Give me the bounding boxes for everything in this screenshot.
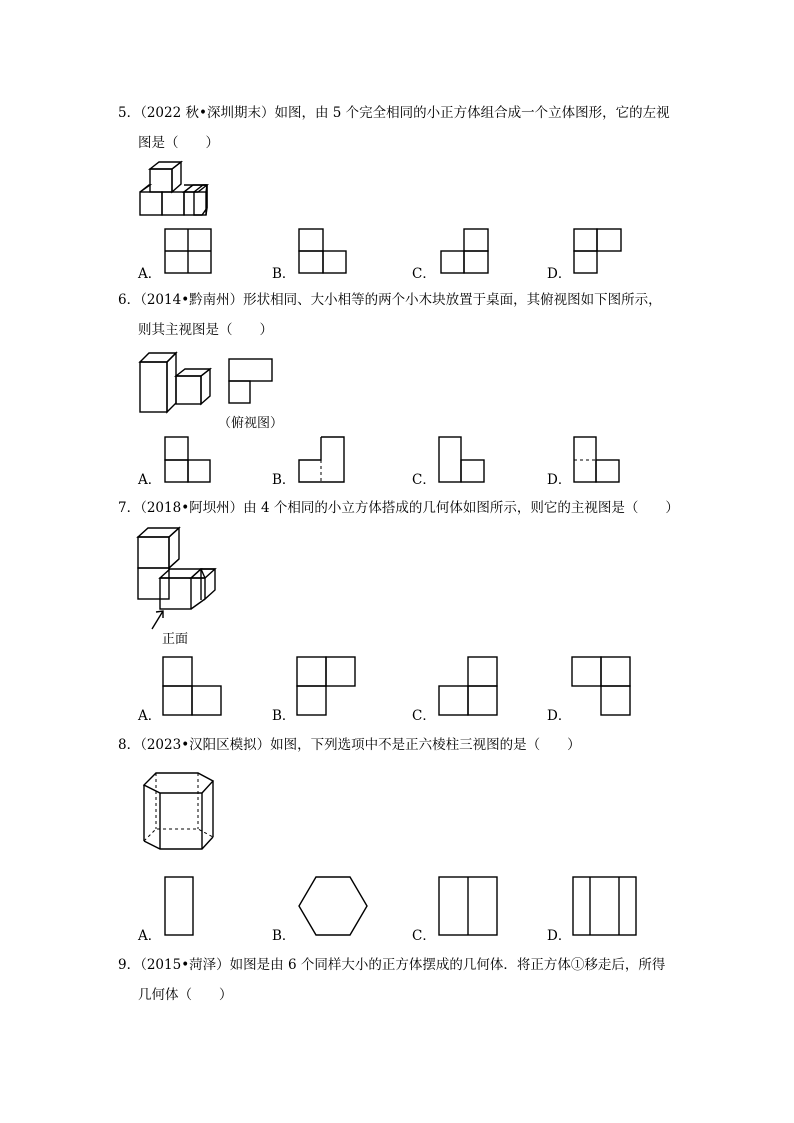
question-6-option-a-label: A． — [138, 472, 162, 488]
question-8-stem-line1: 8．（2023•汉阳区模拟）如图，下列选项中不是正六棱柱三视图的是（ ） — [118, 737, 581, 753]
question-6-option-d-figure — [573, 436, 623, 484]
question-5-option-c-figure — [440, 228, 490, 274]
question-7-option-a-label: A． — [138, 708, 162, 724]
question-5-stem-line1: 5．（2022 秋•深圳期末）如图，由 5 个完全相同的小正方体组合成一个立体图形，它的左视 — [118, 105, 670, 121]
question-7 — [118, 493, 688, 523]
question-6-option-a-figure — [164, 436, 212, 484]
question-7-option-d-figure — [571, 656, 633, 718]
question-8-option-b-figure — [298, 876, 370, 938]
question-6-option-c-label: C． — [412, 472, 436, 488]
question-9-stem-line1: 9．（2015•菏泽）如图是由 6 个同样大小的正方体摆成的几何体．将正方体①移走后，所得 — [118, 957, 666, 973]
question-6-top-view-figure — [228, 358, 274, 406]
question-7-figure — [136, 526, 220, 634]
question-8-option-c-label: C． — [412, 928, 436, 944]
question-5-option-a-label: A． — [138, 266, 162, 282]
question-8-option-a-figure — [164, 876, 196, 938]
question-7-option-c-label: C． — [412, 708, 436, 724]
question-6-figure — [138, 350, 213, 414]
question-8-option-b-label: B． — [272, 928, 296, 944]
question-7-option-a-figure — [162, 656, 224, 718]
question-6-top-view-caption: （俯视图） — [218, 416, 284, 431]
question-7-front-label: 正面 — [162, 632, 189, 647]
question-6-option-c-figure — [438, 436, 488, 484]
question-5-option-d-figure — [573, 228, 623, 274]
question-5-figure — [138, 160, 213, 222]
question-5-option-d-label: D． — [547, 266, 572, 282]
question-9-stem-line2: 几何体（ ） — [138, 987, 233, 1003]
question-8-figure — [136, 769, 222, 861]
question-7-option-b-figure — [296, 656, 358, 718]
question-5 — [118, 98, 688, 158]
question-7-option-b-label: B． — [272, 708, 296, 724]
question-5-option-c-label: C． — [412, 266, 436, 282]
question-7-stem-line1: 7．（2018•阿坝州）由 4 个相同的小立方体搭成的几何体如图所示，则它的主视图是（ ） — [118, 500, 679, 516]
question-5-stem-line2: 图是（ ） — [138, 135, 219, 151]
question-6-option-b-figure — [298, 436, 348, 484]
question-9 — [118, 950, 688, 1010]
question-6-stem-line2: 则其主视图是（ ） — [138, 322, 273, 338]
question-8-option-a-label: A． — [138, 928, 162, 944]
question-6-option-d-label: D． — [547, 472, 572, 488]
question-7-option-c-figure — [438, 656, 500, 718]
question-5-option-b-figure — [298, 228, 348, 274]
question-5-option-b-label: B． — [272, 266, 296, 282]
question-6-option-b-label: B． — [272, 472, 296, 488]
question-8 — [118, 730, 688, 760]
question-8-option-d-figure — [572, 876, 638, 938]
question-5-option-a-figure — [164, 228, 212, 274]
question-8-option-c-figure — [438, 876, 500, 938]
question-8-option-d-label: D． — [547, 928, 572, 944]
question-6 — [118, 285, 688, 345]
question-6-stem-line1: 6．（2014•黔南州）形状相同、大小相等的两个小木块放置于桌面，其俯视图如下图所示， — [118, 292, 662, 308]
question-7-option-d-label: D． — [547, 708, 572, 724]
